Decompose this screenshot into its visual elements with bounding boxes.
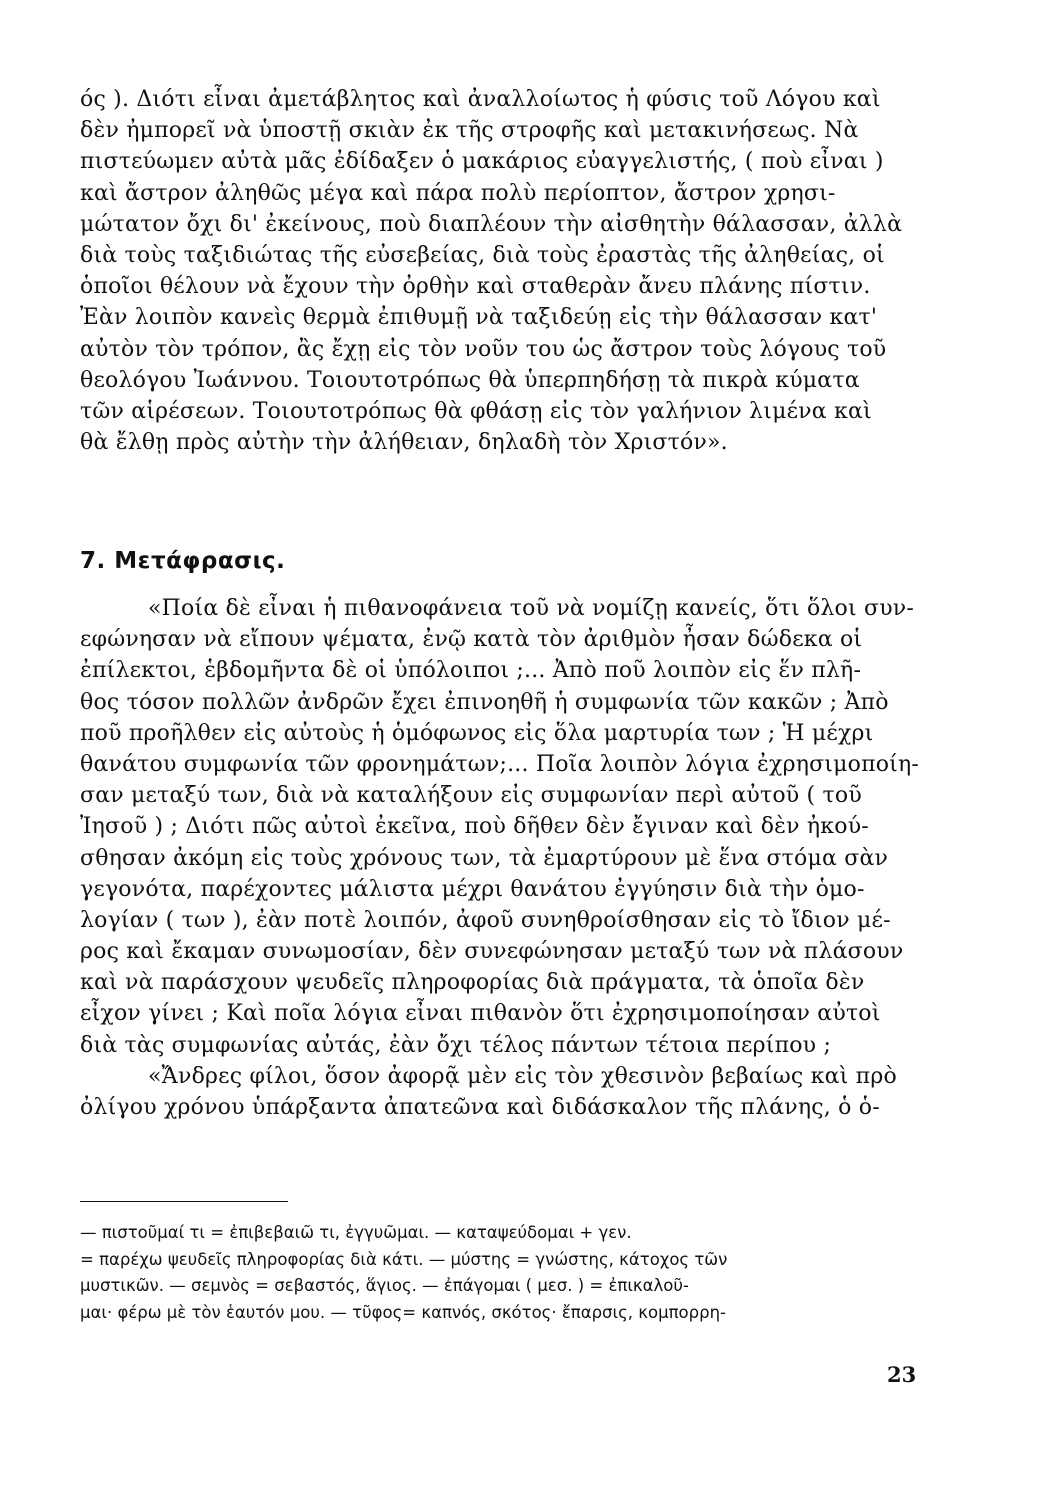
text-line: θανάτου συμφωνία τῶν φρονημάτων;... Ποῖα λοιπὸν λόγια ἐχρησιμοποίη- (80, 751, 920, 777)
text-line: ός ). Διότι εἶναι ἀμετάβλητος καὶ ἀναλλοίωτος ἡ φύσις τοῦ Λόγου καὶ (80, 87, 881, 112)
text-line: γεγονότα, παρέχοντες μάλιστα μέχρι θανάτου ἐγγύησιν διὰ τὴν ὁμο- (80, 876, 865, 902)
text-line: καὶ νὰ παράσχουν ψευδεῖς πληροφορίας διὰ πράγματα, τὰ ὁποῖα δὲν (80, 970, 865, 996)
text-line: ἐπίλεκτοι, ἑβδομῆντα δὲ οἱ ὑπόλοιποι ;... Ἀπὸ ποῦ λοιπὸν εἰς ἕν πλῆ- (80, 658, 862, 684)
text-line: αὐτὸν τὸν τρόπον, ἂς ἔχῃ εἰς τὸν νοῦν του ὡς ἄστρον τοὺς λόγους τοῦ (80, 336, 887, 362)
footnotes (80, 1220, 925, 1326)
text-line: μώτατον ὄχι δι' ἐκείνους, ποὺ διαπλέουν τὴν αἰσθητὴν θάλασσαν, ἀλλὰ (80, 211, 903, 237)
text-line: ὁποῖοι θέλουν νὰ ἔχουν τὴν ὀρθὴν καὶ σταθερὰν ἄνευ πλάνης πίστιν. (80, 274, 871, 300)
text-line: ὀλίγου χρόνου ὑπάρξαντα ἀπατεῶνα καὶ διδάσκαλον τῆς πλάνης, ὁ ὁ- (80, 1095, 880, 1120)
section-heading: 7. Μετάφρασις. (80, 548, 286, 574)
footnote-line: μυστικῶν. — σεμνὸς = σεβαστός, ἅγιος. — ἐπάγομαι ( μεσ. ) = ἐπικαλοῦ- (80, 1276, 689, 1296)
text-line: θος τόσον πολλῶν ἀνδρῶν ἔχει ἐπινοηθῆ ἡ συμφωνία τῶν κακῶν ; Ἀπὸ (80, 689, 889, 715)
footnote-line: μαι· φέρω μὲ τὸν ἑαυτόν μου. — τῦφος= καπνός, σκότος· ἔπαρσις, κομπορρη- (80, 1302, 726, 1322)
text-line: διὰ τοὺς ταξιδιώτας τῆς εὐσεβείας, διὰ τοὺς ἐραστὰς τῆς ἀληθείας, οἱ (80, 242, 885, 268)
text-line: τῶν αἱρέσεων. Τοιουτοτρόπως θὰ φθάσῃ εἰς τὸν γαλήνιον λιμένα καὶ (80, 398, 872, 424)
text-line: «Ἄνδρες φίλοι, ὅσον ἀφορᾷ μὲν εἰς τὸν χθεσινὸν βεβαίως καὶ πρὸ (148, 1063, 897, 1089)
text-line: «Ποία δὲ εἶναι ἡ πιθανοφάνεια τοῦ νὰ νομίζῃ κανείς, ὅτι ὅλοι συν- (148, 596, 915, 621)
text-line: Ἐὰν λοιπὸν κανεὶς θερμὰ ἐπιθυμῇ νὰ ταξιδεύῃ εἰς τὴν θάλασσαν κατ' (80, 305, 878, 331)
footnote-line: — πιστοῦμαί τι = ἐπιβεβαιῶ τι, ἐγγυῶμαι. — καταψεύδομαι + γεν. (80, 1223, 632, 1242)
body-paragraph-section (80, 593, 920, 1123)
body-paragraph-top (80, 84, 920, 458)
text-line: διὰ τὰς συμφωνίας αὐτάς, ἐὰν ὄχι τέλος πάντων τέτοια περίπου ; (80, 1032, 832, 1058)
text-line: θὰ ἔλθῃ πρὸς αὐτὴν τὴν ἀλήθειαν, δηλαδὴ τὸν Χριστόν». (80, 430, 728, 456)
text-line: ρος καὶ ἔκαμαν συνωμοσίαν, δὲν συνεφώνησαν μεταξύ των νὰ πλάσουν (80, 939, 904, 965)
footnote-divider (80, 1201, 288, 1202)
text-line: σθησαν ἀκόμη εἰς τοὺς χρόνους των, τὰ ἐμαρτύρουν μὲ ἕνα στόμα σὰν (80, 845, 889, 871)
text-line: εφώνησαν νὰ εἴπουν ψέματα, ἐνῷ κατὰ τὸν ἀριθμὸν ἦσαν δώδεκα οἱ (80, 627, 863, 653)
text-line: καὶ ἄστρον ἀληθῶς μέγα καὶ πάρα πολὺ περίοπτον, ἄστρον χρησι- (80, 180, 836, 206)
text-line: θεολόγου Ἰωάννου. Τοιουτοτρόπως θὰ ὑπερπηδήσῃ τὰ πικρὰ κύματα (80, 367, 860, 393)
text-line: πιστεύωμεν αὐτὰ μᾶς ἐδίδαξεν ὁ μακάριος εὐαγγελιστής, ( ποὺ εἶναι ) (80, 149, 884, 175)
text-line: δὲν ἠμπορεῖ νὰ ὑποστῇ σκιὰν ἐκ τῆς στροφῆς καὶ μετακινήσεως. Νὰ (80, 118, 859, 144)
text-line: σαν μεταξύ των, διὰ νὰ καταλήξουν εἰς συμφωνίαν περὶ αὐτοῦ ( τοῦ (80, 783, 862, 809)
page-number: 23 (887, 1362, 917, 1387)
text-line: ποῦ προῆλθεν εἰς αὐτοὺς ἡ ὁμόφωνος εἰς ὅλα μαρτυρία των ; Ἡ μέχρι (80, 720, 874, 746)
text-line: λογίαν ( των ), ἐὰν ποτὲ λοιπόν, ἀφοῦ συνηθροίσθησαν εἰς τὸ ἴδιον μέ- (80, 907, 891, 933)
text-line: Ἰησοῦ ) ; Διότι πῶς αὐτοὶ ἐκεῖνα, ποὺ δῆθεν δὲν ἔγιναν καὶ δὲν ἠκού- (80, 814, 869, 840)
text-line: εἶχον γίνει ; Καὶ ποῖα λόγια εἶναι πιθανὸν ὅτι ἐχρησιμοποίησαν αὐτοὶ (80, 1001, 881, 1027)
footnote-line: = παρέχω ψευδεῖς πληροφορίας διὰ κάτι. — μύστης = γνώστης, κάτοχος τῶν (80, 1249, 728, 1269)
